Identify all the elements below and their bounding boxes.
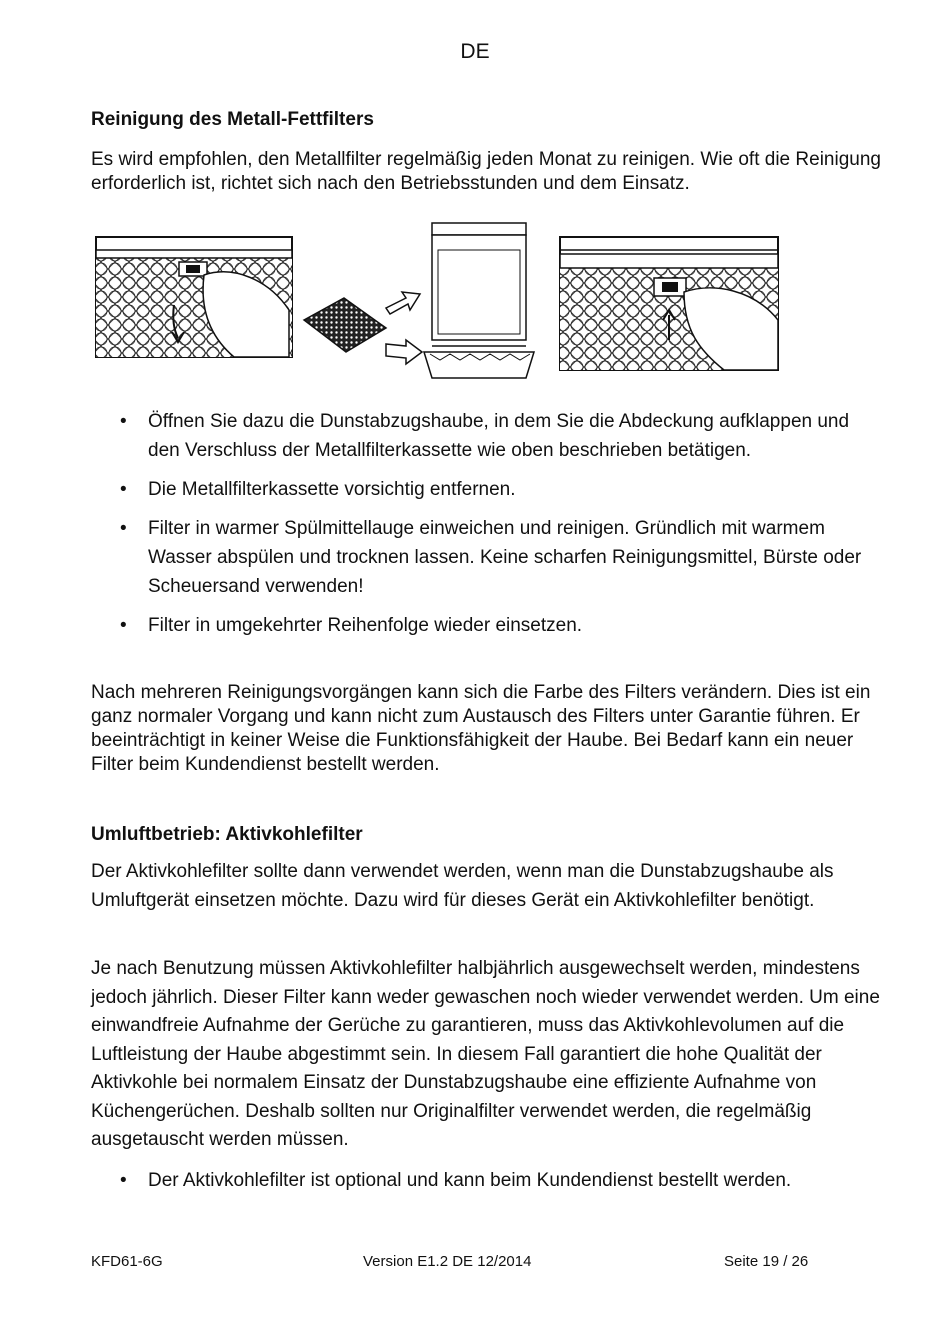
bullet-icon: •	[120, 411, 127, 432]
list-item: • Die Metallfilterkassette vorsichtig entfernen.	[0, 475, 878, 504]
section-title-carbon-filter: Umluftbetrieb: Aktivkohlefilter	[91, 824, 363, 845]
footer-model: KFD61-6G	[91, 1253, 163, 1270]
carbon-filter-paragraph-2: Je nach Benutzung müssen Aktivkohlefilter halbjährlich ausgewechselt werden, mindestens jedoch jährlich. Dieser Filter kann weder gewaschen noch wieder verwendet werden. Um eine einwandfreie Aufnahme der Gerüche zu garantieren, muss das Aktivkohlevolumen auf die Luftleistung der Haube abgestimmt sein. In diesem Fall garantiert die hohe Qualität der Aktivkohle bei normalem Einsatz der Dunstabzugshaube eine effiziente Aufnahme von Küchengerüchen. Deshalb sollten nur Originalfilter verwendet werden, die regelmäßig ausgetauscht werden müssen.	[91, 958, 880, 1150]
footer-page-number: Seite 19 / 26	[724, 1253, 809, 1270]
list-item: • Filter in umgekehrter Reihenfolge wieder einsetzen.	[0, 611, 878, 640]
hood-filter-insert-icon	[560, 237, 778, 370]
arrow-icon	[386, 292, 422, 364]
bullet-icon: •	[120, 518, 127, 539]
color-change-note: Nach mehreren Reinigungsvorgängen kann sich die Farbe des Filters verändern. Dies ist ein ganz normaler Vorgang und kann nicht zum Austausch des Filters unter Garantie führen. Er beeinträchtigt in keiner Weise die Funktionsfähigkeit der Haube. Bei Bedarf kann ein neuer Filter beim Kundendienst bestellt werden.	[91, 682, 871, 775]
list-item: • Filter in warmer Spülmittellauge einweichen und reinigen. Gründlich mit warmem Wasser abspülen und trocknen lassen. Keine scharfen Reinigungsmittel, Bürste oder Scheuersand verwenden!	[0, 514, 878, 601]
section-title-metal-filter: Reinigung des Metall-Fettfilters	[91, 109, 374, 130]
metal-filter-icon	[304, 298, 386, 352]
filter-cleaning-illustration	[94, 220, 784, 385]
bullet-icon: •	[120, 615, 127, 636]
bullet-icon: •	[120, 1170, 127, 1191]
carbon-filter-list	[0, 1166, 950, 1195]
dishwasher-icon	[424, 223, 534, 378]
cleaning-steps-list	[0, 407, 950, 640]
bullet-icon: •	[120, 479, 127, 500]
list-item: • Öffnen Sie dazu die Dunstabzugshaube, in dem Sie die Abdeckung aufklappen und den Verschluss der Metallfilterkassette wie oben beschrieben betätigen.	[0, 407, 878, 465]
list-item: • Der Aktivkohlefilter ist optional und kann beim Kundendienst bestellt werden.	[0, 1166, 878, 1195]
carbon-filter-paragraph-1: Der Aktivkohlefilter sollte dann verwendet werden, wenn man die Dunstabzugshaube als Umluftgerät einsetzen möchte. Dazu wird für dieses Gerät ein Aktivkohlefilter benötigt.	[91, 861, 834, 911]
hood-filter-removal-icon	[96, 237, 292, 357]
footer-version: Version E1.2 DE 12/2014	[363, 1253, 532, 1270]
language-header: DE	[460, 40, 490, 63]
intro-paragraph: Es wird empfohlen, den Metallfilter regelmäßig jeden Monat zu reinigen. Wie oft die Reinigung erforderlich ist, richtet sich nach den Betriebsstunden und dem Einsatz.	[91, 149, 881, 194]
